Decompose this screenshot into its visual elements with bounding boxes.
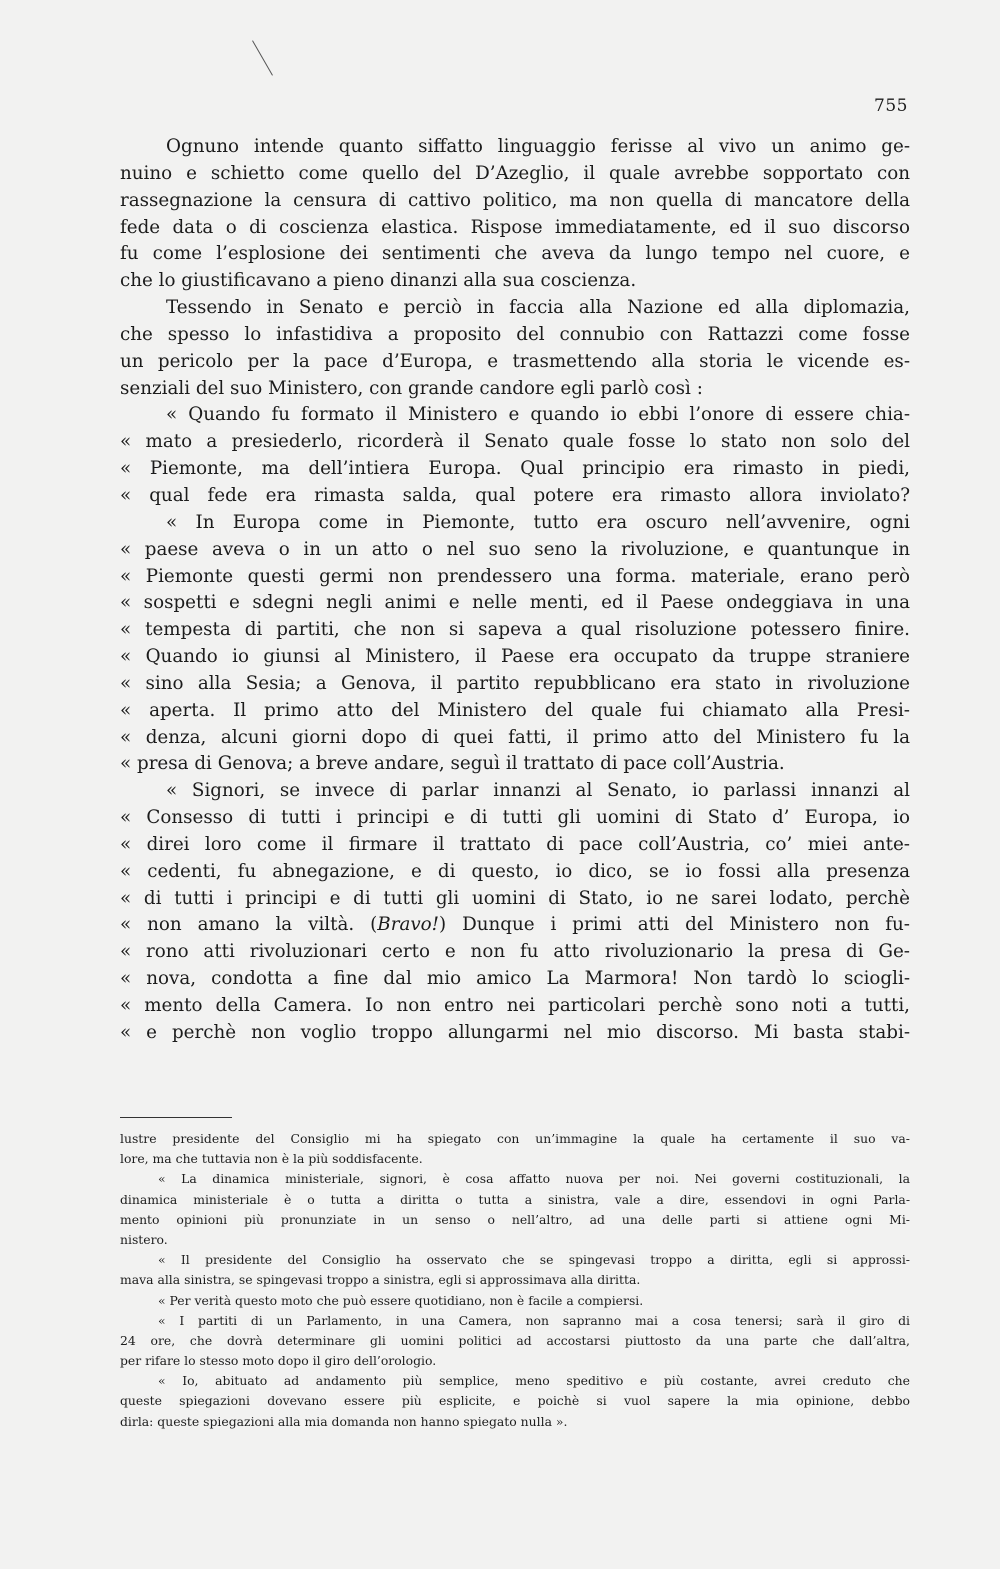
text-line: « direi loro come il firmare il trattato di pace coll’Austria, co’ miei ante- (120, 833, 910, 855)
footnote-line: per rifare lo stesso moto dopo il giro dell’orologio. (120, 1353, 437, 1369)
text-line: rassegnazione la censura di cattivo politico, ma non quella di mancatore della (120, 189, 910, 211)
text-line: che lo giustificavano a pieno dinanzi alla sua coscienza. (120, 270, 637, 292)
text-line: fede data o di coscienza elastica. Rispose immediatamente, ed il suo discorso (120, 216, 910, 238)
footnote-line: « Io, abituato ad andamento più semplice, meno speditivo e più costante, avrei creduto che (158, 1373, 910, 1389)
text-line: « aperta. Il primo atto del Ministero del quale fui chiamato alla Presi- (120, 699, 910, 721)
footnote-line: « La dinamica ministeriale, signori, è cosa affatto nuova per noi. Nei governi costituzionali, la (158, 1171, 910, 1187)
text-line: senziali del suo Ministero, con grande candore egli parlò così : (120, 377, 703, 399)
text-line: fu come l’esplosione dei sentimenti che aveva da lungo tempo nel cuore, e (120, 243, 910, 265)
text-line: « Piemonte questi germi non prendessero una forma. materiale, erano però (120, 565, 910, 587)
footnote-line: nistero. (120, 1231, 168, 1247)
text-line: « Signori, se invece di parlar innanzi al Senato, io parlassi innanzi al (166, 780, 910, 802)
text-line: « tempesta di partiti, che non si sapeva a qual risoluzione potessero finire. (120, 619, 910, 641)
text-line: « sino alla Sesia; a Genova, il partito repubblicano era stato in rivoluzione (120, 672, 910, 694)
text-line: « paese aveva o in un atto o nel suo seno la rivoluzione, e quantunque in (120, 538, 910, 560)
page-number: 755 (874, 96, 908, 116)
footnote-line: « I partiti di un Parlamento, in una Camera, non sapranno mai a cosa tenersi; sarà il giro di (158, 1312, 910, 1328)
text-line: un pericolo per la pace d’Europa, e trasmettendo alla storia le vicende es- (120, 350, 910, 372)
text-line: Tessendo in Senato e perciò in faccia alla Nazione ed alla diplomazia, (166, 297, 910, 319)
text-line: « di tutti i principi e di tutti gli uomini di Stato, io ne sarei lodato, perchè (120, 887, 910, 909)
text-line: « denza, alcuni giorni dopo di quei fatti, il primo atto del Ministero fu la (120, 726, 910, 748)
text-line: Ognuno intende quanto siffatto linguaggio ferisse al vivo un animo ge- (166, 136, 910, 157)
footnote-line: mento opinioni più pronunziate in un senso o nell’altro, ad una delle parti si attiene ogni Mi- (120, 1211, 910, 1227)
text-line: « Quando io giunsi al Ministero, il Paese era occupato da truppe straniere (120, 646, 910, 668)
footnote-line: dinamica ministeriale è o tutta a diritta o tutta a sinistra, vale a dire, essendovi in ogni Parla- (120, 1191, 910, 1207)
text-line: « nova, condotta a fine dal mio amico La Marmora! Non tardò lo sciogli- (120, 968, 910, 990)
text-line: « e perchè non voglio troppo allungarmi nel mio discorso. Mi basta stabi- (120, 1021, 910, 1043)
text-line: « mato a presiederlo, ricorderà il Senato quale fosse lo stato non solo del (120, 431, 910, 453)
text-line: « presa di Genova; a breve andare, seguì il trattato di pace coll’Austria. (120, 753, 785, 775)
footnote-line: lore, ma che tuttavia non è la più soddisfacente. (120, 1151, 423, 1167)
footnote-separator (120, 1117, 232, 1118)
pencil-mark (252, 40, 273, 75)
footnote-line: « Per verità questo moto che può essere quotidiano, non è facile a compiersi. (158, 1292, 644, 1308)
text-line: che spesso lo infastidiva a proposito del connubio con Rattazzi come fosse (120, 323, 910, 345)
text-line: « non amano la viltà. (Bravo!) Dunque i primi atti del Ministero non fu- (120, 914, 910, 936)
footnote-line: « Il presidente del Consiglio ha osservato che se spingevasi troppo a diritta, egli si approssi- (158, 1252, 910, 1268)
footnote-line: mava alla sinistra, se spingevasi troppo a sinistra, egli si approssimava alla diritta. (120, 1272, 641, 1288)
text-line: « Consesso di tutti i principi e di tutti gli uomini di Stato d’ Europa, io (120, 807, 910, 829)
text-line: « Quando fu formato il Ministero e quando io ebbi l’onore di essere chia- (166, 404, 910, 426)
text-line: « mento della Camera. Io non entro nei particolari perchè sono noti a tutti, (120, 995, 910, 1016)
text-line: « Piemonte, ma dell’intiera Europa. Qual principio era rimasto in piedi, (120, 458, 910, 480)
text-line: « rono atti rivoluzionari certo e non fu atto rivoluzionario la presa di Ge- (120, 941, 910, 963)
footnote-line: lustre presidente del Consiglio mi ha spiegato con un’immagine la quale ha certamente il suo va- (120, 1131, 910, 1146)
footnote-line: dirla: queste spiegazioni alla mia domanda non hanno spiegato nulla ». (120, 1413, 568, 1429)
text-line: « In Europa come in Piemonte, tutto era oscuro nell’avvenire, ogni (166, 511, 910, 533)
footnote-line: queste spiegazioni dovevano essere più esplicite, e poichè si vuol sapere la mia opinione, debbo (120, 1393, 910, 1409)
text-line: nuino e schietto come quello del D’Azeglio, il quale avrebbe sopportato con (120, 162, 910, 184)
text-line: « cedenti, fu abnegazione, e di questo, io dico, se io fossi alla presenza (120, 860, 910, 882)
footnote-line: 24 ore, che dovrà determinare gli uomini politici ad accostarsi piuttosto da una parte che dall’altra, (120, 1332, 910, 1348)
text-line: « qual fede era rimasta salda, qual potere era rimasto allora inviolato? (120, 484, 910, 506)
main-text (120, 134, 910, 1047)
footnotes (120, 1129, 910, 1432)
text-line: « sospetti e sdegni negli animi e nelle menti, ed il Paese ondeggiava in una (120, 592, 910, 614)
